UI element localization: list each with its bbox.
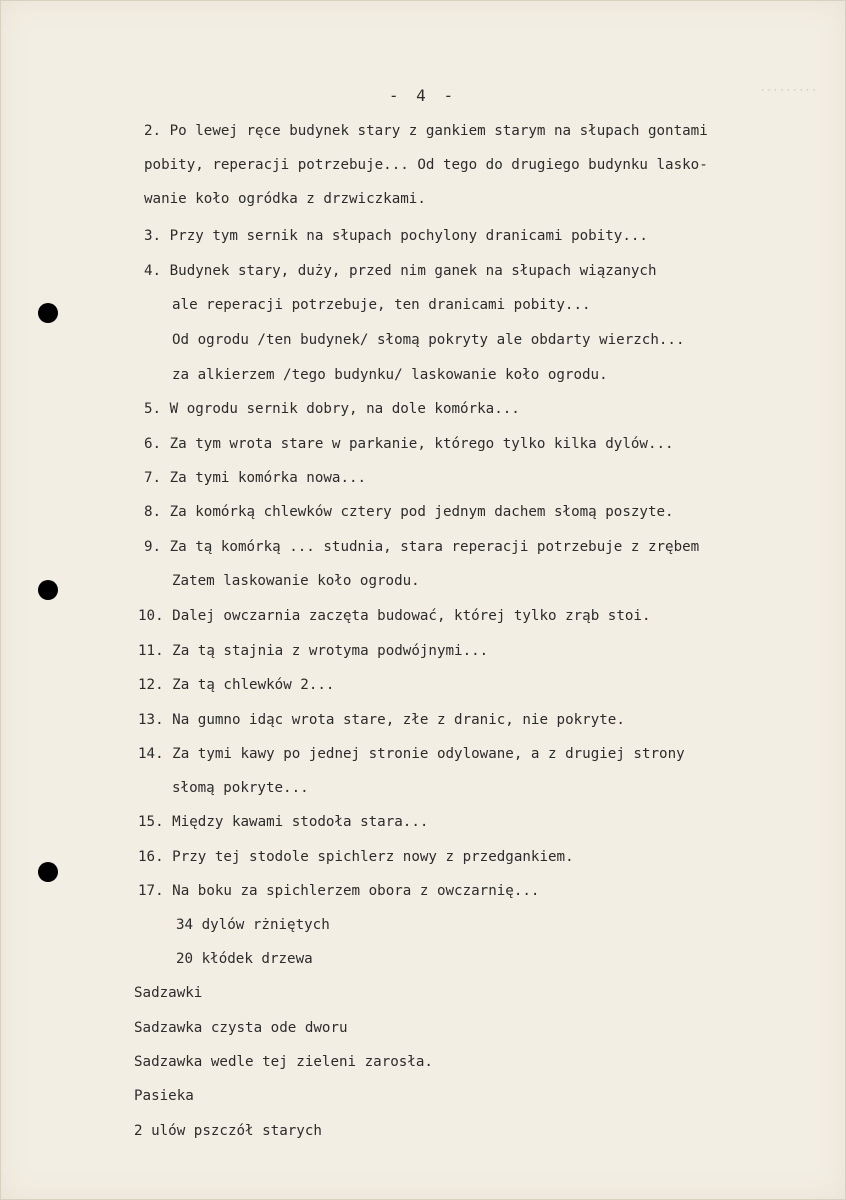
text-line: 2 ulów pszczół starych: [134, 1123, 322, 1139]
page-number: - 4 -: [388, 86, 458, 105]
text-line: 16. Przy tej stodole spichlerz nowy z przedgankiem.: [138, 849, 574, 865]
text-line: 7. Za tymi komórka nowa...: [144, 470, 367, 486]
text-line: 14. Za tymi kawy po jednej stronie odylowane, a z drugiej strony: [138, 746, 685, 762]
text-line: 15. Między kawami stodoła stara...: [138, 814, 429, 830]
text-line: wanie koło ogródka z drzwiczkami.: [144, 191, 426, 207]
text-line: 12. Za tą chlewków 2...: [138, 677, 335, 693]
text-line: Sadzawka wedle tej zieleni zarosła.: [134, 1054, 433, 1070]
text-line: 5. W ogrodu sernik dobry, na dole komórka...: [144, 401, 520, 417]
text-line: 6. Za tym wrota stare w parkanie, którego tylko kilka dylów...: [144, 436, 674, 452]
text-line: 3. Przy tym sernik na słupach pochylony dranicami pobity...: [144, 228, 648, 244]
text-line: pobity, reperacji potrzebuje... Od tego do drugiego budynku lasko-: [144, 157, 708, 173]
text-line: 17. Na boku za spichlerzem obora z owczarnię...: [138, 883, 540, 899]
punch-hole: [38, 580, 58, 600]
text-line: 10. Dalej owczarnia zaczęta budować, której tylko zrąb stoi.: [138, 608, 651, 624]
text-line: słomą pokryte...: [172, 780, 309, 796]
text-line: 2. Po lewej ręce budynek stary z gankiem starym na słupach gontami: [144, 123, 708, 139]
text-line: 11. Za tą stajnia z wrotyma podwójnymi...: [138, 643, 489, 659]
punch-hole: [38, 303, 58, 323]
faint-margin-mark: ·········: [760, 86, 818, 96]
text-line: Od ogrodu /ten budynek/ słomą pokryty ale obdarty wierzch...: [172, 332, 685, 348]
text-line: Sadzawki: [134, 985, 203, 1001]
text-line: 4. Budynek stary, duży, przed nim ganek na słupach wiązanych: [144, 263, 657, 279]
text-line: 9. Za tą komórką ... studnia, stara reperacji potrzebuje z zrębem: [144, 539, 700, 555]
text-line: 34 dylów rżniętych: [176, 917, 330, 933]
text-line: ale reperacji potrzebuje, ten dranicami pobity...: [172, 297, 591, 313]
text-line: 13. Na gumno idąc wrota stare, złe z dranic, nie pokryte.: [138, 712, 625, 728]
text-line: 20 kłódek drzewa: [176, 951, 313, 967]
text-line: za alkierzem /tego budynku/ laskowanie koło ogrodu.: [172, 367, 608, 383]
text-line: Sadzawka czysta ode dworu: [134, 1020, 348, 1036]
text-line: Pasieka: [134, 1088, 194, 1104]
punch-hole: [38, 862, 58, 882]
text-line: Zatem laskowanie koło ogrodu.: [172, 573, 420, 589]
text-line: 8. Za komórką chlewków cztery pod jednym dachem słomą poszyte.: [144, 504, 674, 520]
